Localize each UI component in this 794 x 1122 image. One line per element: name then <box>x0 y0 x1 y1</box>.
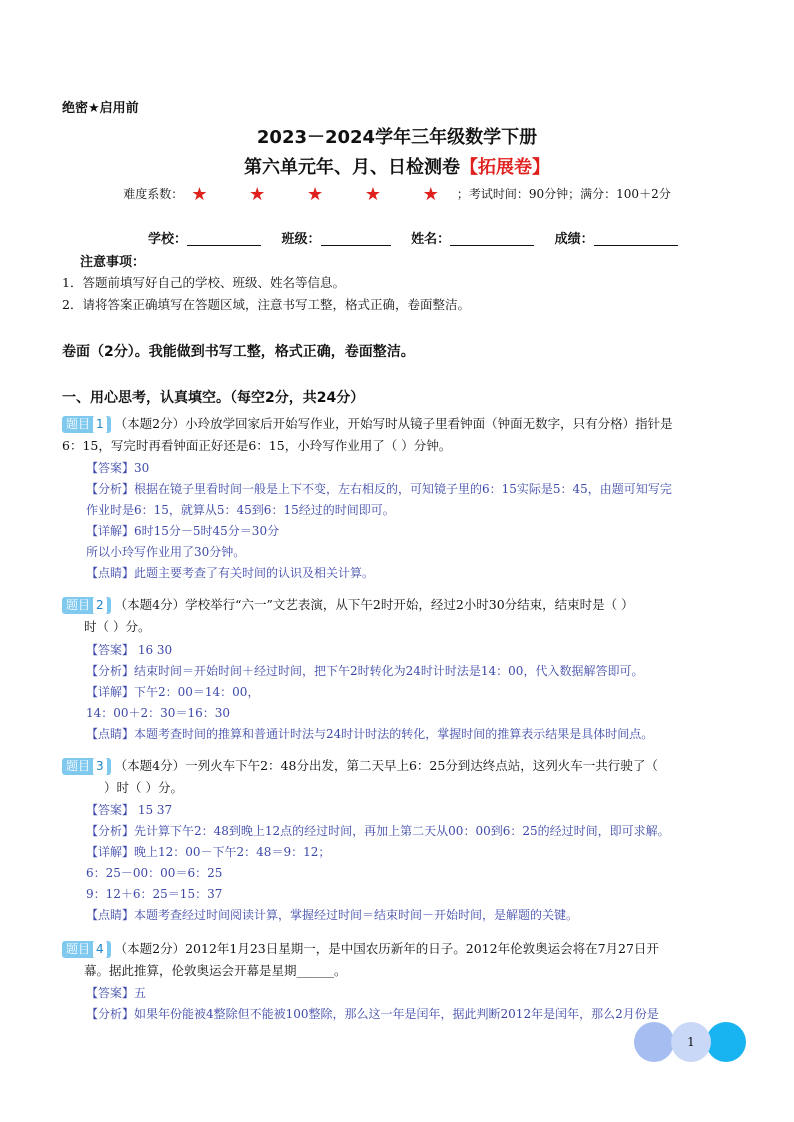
exam-meta <box>0 184 794 205</box>
name-blank[interactable] <box>450 231 534 246</box>
question-text: （本题4分）学校举行“六一”文艺表演，从下午2时开始，经过2小时30分结束，结束时是（ ） <box>114 597 634 612</box>
answer: 【答案】五 <box>86 986 147 1000</box>
detail-cont: 6：25－00：00＝6：25 <box>86 866 223 880</box>
question-2 <box>62 594 730 638</box>
question-text-cont: 幕。据此推算，伦敦奥运会开幕是星期______。 <box>84 963 347 978</box>
exam-subtitle <box>0 153 794 179</box>
exam-title: 2023－2024学年三年级数学下册 <box>256 127 538 148</box>
detail-cont: 所以小玲写作业用了30分钟。 <box>86 545 246 559</box>
score-label: 成绩： <box>554 232 594 247</box>
question-badge: 题目 2 <box>62 597 111 614</box>
page-decor-circle-left <box>634 1022 674 1062</box>
question-text: （本题2分）2012年1月23日星期一，是中国农历新年的日子。2012年伦敦奥运会将在7月27日开 <box>114 941 659 956</box>
notice-heading: 注意事项： <box>80 255 146 270</box>
score-blank[interactable] <box>594 231 678 246</box>
question-4 <box>62 938 730 982</box>
question-badge: 题目 3 <box>62 758 111 775</box>
analysis: 【分析】如果年份能被4整除但不能被100整除，那么这一年是闰年，据此判断2012年是闰年，那么2月份是 <box>86 1007 659 1021</box>
detail: 【详解】晚上12：00－下午2：48＝9：12； <box>86 845 331 859</box>
student-info-row <box>148 228 678 247</box>
difficulty-label: 难度系数： <box>123 187 184 201</box>
comment: 【点睛】本题考查经过时间阅读计算，掌握经过时间＝结束时间－开始时间，是解题的关键。 <box>86 908 579 922</box>
difficulty-stars: ★ ★ ★ ★ ★ <box>191 184 457 205</box>
subtitle-main: 第六单元年、月、日检测卷 <box>244 157 460 178</box>
comment: 【点睛】此题主要考查了有关时间的认识及相关计算。 <box>86 566 375 580</box>
answer: 【答案】 15 37 <box>86 803 173 817</box>
page-decor-circle-right <box>706 1022 746 1062</box>
neatness-line: 卷面（2分）。我能做到书写工整，格式正确，卷面整洁。 <box>62 344 415 360</box>
question-badge: 题目 4 <box>62 941 111 958</box>
analysis: 【分析】根据在镜子里看时间一般是上下不变，左右相反的，可知镜子里的6：15实际是5：45，由题可知写完 <box>86 482 672 496</box>
notice-item-2: 2．请将答案正确填写在答题区域，注意书写工整，格式正确，卷面整洁。 <box>62 297 470 312</box>
analysis-cont: 作业时是6：15，就算从5：45到6：15经过的时间即可。 <box>86 503 395 517</box>
school-blank[interactable] <box>187 231 261 246</box>
question-1 <box>62 413 730 457</box>
detail-cont: 9：12＋6：25＝15：37 <box>86 887 223 901</box>
answer-block-4 <box>86 983 736 1025</box>
section-1-title: 一、用心思考，认真填空。（每空2分，共24分） <box>62 390 365 406</box>
class-blank[interactable] <box>321 231 391 246</box>
analysis: 【分析】先计算下午2：48到晚上12点的经过时间，再加上第二天从00：00到6：25的经过时间，即可求解。 <box>86 824 670 838</box>
analysis: 【分析】结束时间＝开始时间＋经过时间，把下午2时转化为24时计时法是14：00，代入数据解答即可。 <box>86 664 644 678</box>
question-badge: 题目 1 <box>62 416 111 433</box>
question-text: （本题2分）小玲放学回家后开始写作业，开始写时从镜子里看钟面（钟面无数字，只有分格）指针是 <box>114 416 673 431</box>
detail: 【详解】下午2：00＝14：00， <box>86 685 260 699</box>
answer-block-2 <box>86 640 736 745</box>
detail-cont: 14：00＋2：30＝16：30 <box>86 706 230 720</box>
question-text-cont: 6：15，写完时再看钟面正好还是6：15，小玲写作业用了（ ）分钟。 <box>62 438 452 453</box>
answer: 【答案】30 <box>86 461 150 475</box>
question-3 <box>62 755 730 799</box>
question-text: （本题4分）一列火车下午2：48分出发，第二天早上6：25分到达终点站，这列火车一共行驶了（ <box>114 758 658 773</box>
answer-block-1 <box>86 458 736 584</box>
confidential-mark: 绝密★启用前 <box>62 101 139 116</box>
school-label: 学校： <box>148 232 188 247</box>
subtitle-highlight: 【拓展卷】 <box>460 157 550 178</box>
answer-block-3 <box>86 800 736 926</box>
notice-item-1: 1．答题前填写好自己的学校、班级、姓名等信息。 <box>62 275 345 290</box>
comment: 【点睛】本题考查时间的推算和普通计时法与24时计时法的转化，掌握时间的推算表示结果是具体时间点。 <box>86 727 654 741</box>
question-text-cont: 时（ ）分。 <box>84 619 151 634</box>
name-label: 姓名： <box>411 232 451 247</box>
class-label: 班级： <box>281 232 321 247</box>
page-number: 1 <box>687 1035 695 1049</box>
exam-info: ；考试时间：90分钟；满分：100＋2分 <box>456 187 671 201</box>
answer: 【答案】 16 30 <box>86 643 173 657</box>
detail: 【详解】6时15分－5时45分＝30分 <box>86 524 280 538</box>
question-text-cont: ）时（ ）分。 <box>104 780 183 795</box>
